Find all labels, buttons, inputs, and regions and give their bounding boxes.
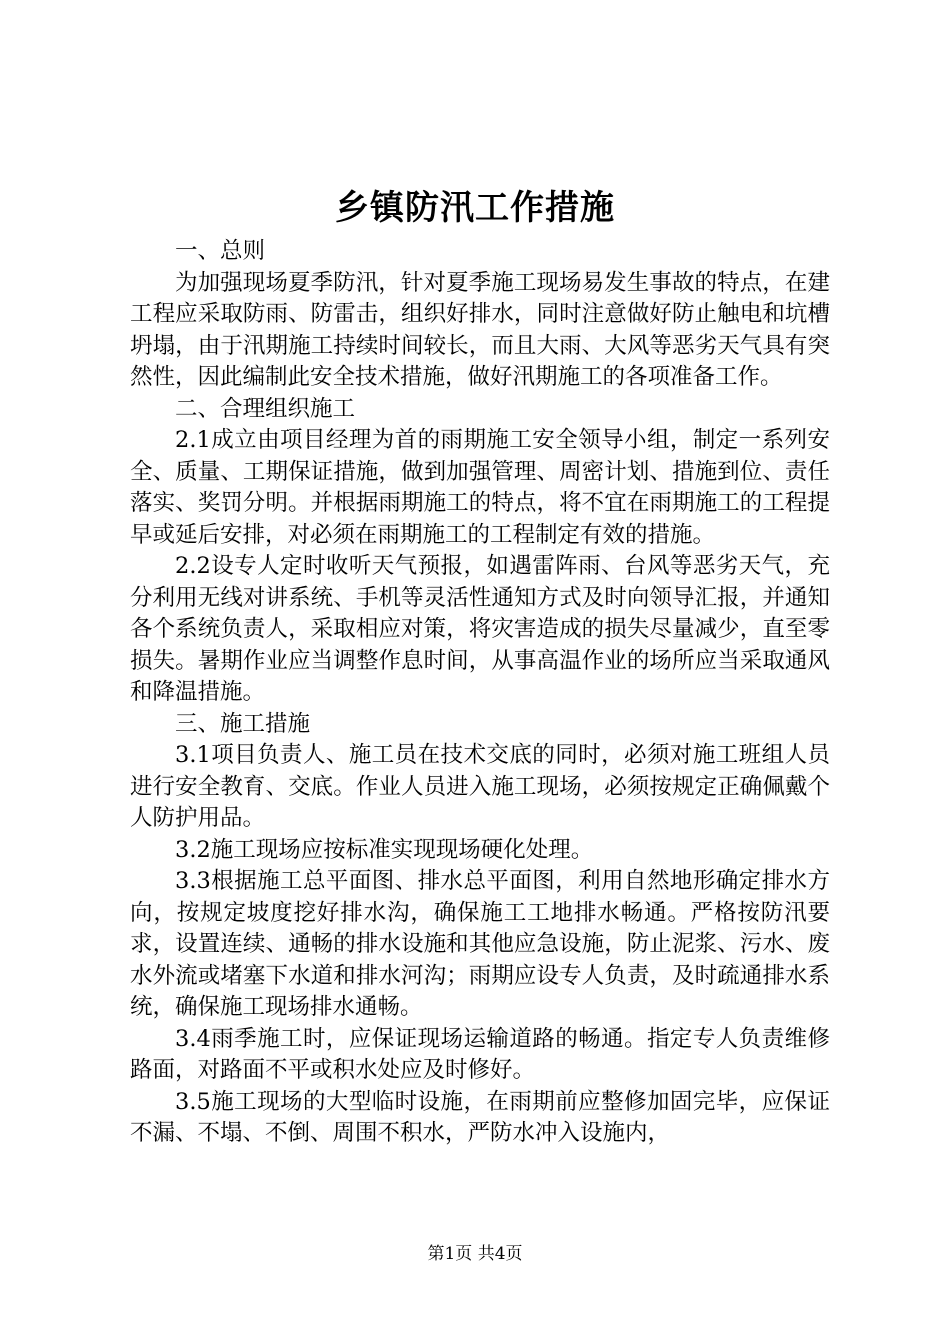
section-heading-general: 一、总则 bbox=[175, 238, 266, 264]
page-number-footer: 第1页 共4页 bbox=[427, 1244, 523, 1264]
paragraph-3-1: 3.1项目负责人、施工员在技术交底的同时，必须对施工班组人员进行安全教育、交底。作业人员进入施工现场，必须按规定正确佩戴个人防护用品。 bbox=[130, 742, 830, 831]
paragraph-2-1: 2.1成立由项目经理为首的雨期施工安全领导小组，制定一系列安全、质量、工期保证措施，做到加强管理、周密计划、措施到位、责任落实、奖罚分明。并根据雨期施工的特点，将不宜在雨期施工的工程提早或延后安排，对必须在雨期施工的工程制定有效的措施。 bbox=[130, 427, 830, 548]
paragraph-3-3: 3.3根据施工总平面图、排水总平面图，利用自然地形确定排水方向，按规定坡度挖好排水沟，确保施工工地排水畅通。严格按防汛要求，设置连续、通畅的排水设施和其他应急设施，防止泥浆、污水、废水外流或堵塞下水道和排水河沟；雨期应设专人负责，及时疏通排水系统，确保施工现场排水通畅。 bbox=[130, 868, 830, 1020]
document-body bbox=[130, 236, 830, 1150]
document-title: 乡镇防汛工作措施 bbox=[335, 188, 615, 228]
section-heading-measures: 三、施工措施 bbox=[175, 710, 311, 737]
paragraph-2-2: 2.2设专人定时收听天气预报，如遇雷阵雨、台风等恶劣天气，充分利用无线对讲系统、手机等灵活性通知方式及时向领导汇报，并通知各个系统负责人，采取相应对策，将灾害造成的损失尽量减少，直至零损失。暑期作业应当调整作息时间，从事高温作业的场所应当采取通风和降温措施。 bbox=[130, 553, 830, 705]
paragraph-3-2: 3.2施工现场应按标准实现现场硬化处理。 bbox=[175, 836, 594, 863]
section-heading-organize: 二、合理组织施工 bbox=[175, 395, 356, 422]
paragraph-general: 为加强现场夏季防汛，针对夏季施工现场易发生事故的特点，在建工程应采取防雨、防雷击，组织好排水，同时注意做好防止触电和坑槽坍塌，由于汛期施工持续时间较长，而且大雨、大风等恶劣天气具有突然性，因此编制此安全技术措施，做好汛期施工的各项准备工作。 bbox=[130, 269, 830, 390]
paragraph-3-5: 3.5施工现场的大型临时设施，在雨期前应整修加固完毕，应保证不漏、不塌、不倒、周围不积水，严防水冲入设施内， bbox=[130, 1088, 830, 1146]
paragraph-3-4: 3.4雨季施工时，应保证现场运输道路的畅通。指定专人负责维修路面，对路面不平或积水处应及时修好。 bbox=[130, 1025, 830, 1083]
